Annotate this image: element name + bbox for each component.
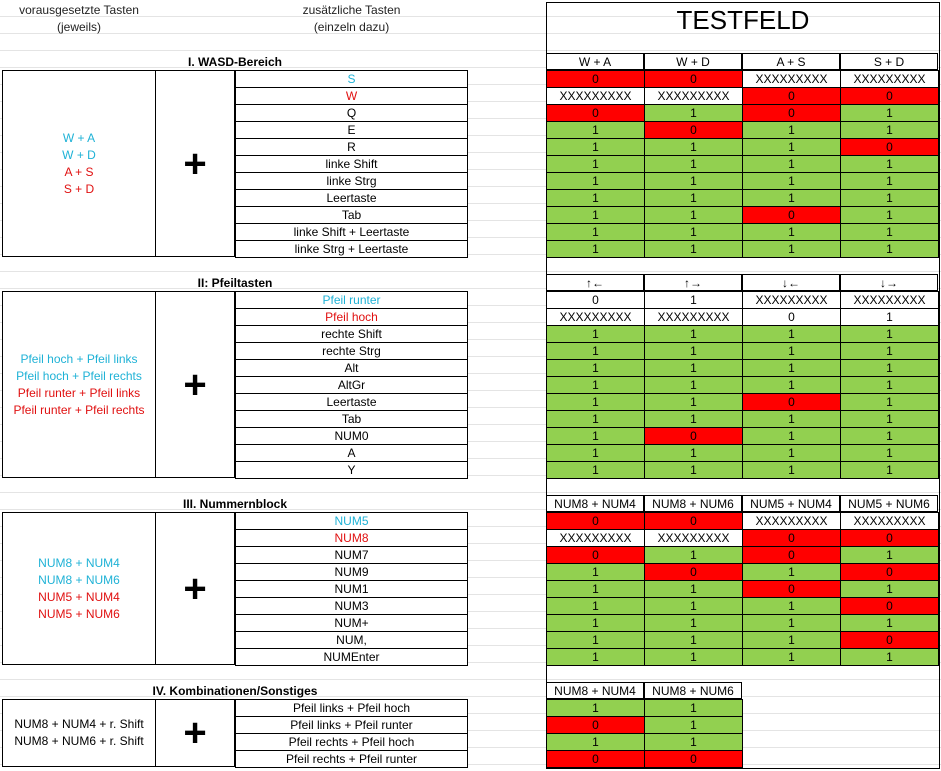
result-cell[interactable]: 1	[644, 444, 743, 462]
column-header: W + D	[644, 53, 742, 70]
column-header: ↑←	[546, 274, 644, 291]
key-label: Pfeil links + Pfeil hoch	[235, 699, 468, 717]
condition-text: A + S	[64, 164, 94, 179]
result-cell[interactable]: 0	[546, 512, 645, 530]
result-cell[interactable]: 1	[546, 614, 645, 632]
key-label: NUMEnter	[235, 648, 468, 666]
result-cell[interactable]: 0	[840, 563, 939, 581]
result-cell[interactable]: 1	[644, 597, 743, 615]
result-cell[interactable]: 1	[546, 393, 645, 411]
key-label: Pfeil rechts + Pfeil runter	[235, 750, 468, 768]
condition-text: W + D	[62, 147, 96, 162]
key-label: linke Strg	[235, 172, 468, 190]
condition-text: Pfeil runter + Pfeil rechts	[13, 402, 145, 417]
section-title: IV. Kombinationen/Sonstiges	[152, 683, 318, 698]
key-label: rechte Shift	[235, 325, 468, 343]
result-cell[interactable]: 0	[840, 87, 939, 105]
key-label: S	[235, 70, 468, 88]
result-cell[interactable]: 1	[742, 427, 841, 445]
result-cell[interactable]: 1	[840, 104, 939, 122]
result-cell[interactable]: 1	[644, 359, 743, 377]
condition-box	[2, 291, 156, 478]
result-cell[interactable]: 1	[840, 427, 939, 445]
result-cell[interactable]: 1	[840, 342, 939, 360]
result-cell[interactable]: 1	[644, 614, 743, 632]
condition-text: NUM5 + NUM4	[38, 589, 120, 604]
condition-box	[2, 70, 156, 257]
result-cell[interactable]: 1	[742, 444, 841, 462]
result-cell[interactable]: XXXXXXXXX	[840, 291, 939, 309]
result-cell[interactable]: 1	[644, 223, 743, 241]
result-cell[interactable]: XXXXXXXXX	[742, 291, 841, 309]
result-cell[interactable]: 1	[840, 393, 939, 411]
result-cell[interactable]: 1	[840, 172, 939, 190]
result-cell[interactable]: 0	[546, 104, 645, 122]
result-cell[interactable]: 1	[840, 325, 939, 343]
result-cell[interactable]: 1	[644, 410, 743, 428]
key-label: NUM+	[235, 614, 468, 632]
key-label: Pfeil runter	[235, 291, 468, 309]
result-cell[interactable]: 1	[742, 155, 841, 173]
result-cell[interactable]: 0	[546, 750, 645, 768]
column-header: ↑→	[644, 274, 742, 291]
result-cell[interactable]: 1	[840, 546, 939, 564]
result-cell[interactable]: 0	[840, 138, 939, 156]
header-left-line1: vorausgesetzte Tasten	[19, 3, 139, 17]
condition-text: NUM8 + NUM4 + r. Shift	[14, 717, 144, 731]
column-header: NUM8 + NUM4	[546, 682, 644, 699]
key-label: NUM1	[235, 580, 468, 598]
result-cell[interactable]: 1	[546, 155, 645, 173]
result-cell[interactable]: 1	[546, 444, 645, 462]
result-cell[interactable]: 1	[546, 563, 645, 581]
key-label: R	[235, 138, 468, 156]
column-header: NUM8 + NUM6	[644, 495, 742, 512]
key-label: W	[235, 87, 468, 105]
result-cell[interactable]: 1	[546, 206, 645, 224]
result-cell[interactable]: 1	[546, 342, 645, 360]
plus-sign: +	[156, 699, 235, 767]
result-cell[interactable]: 1	[644, 376, 743, 394]
result-cell[interactable]: 1	[546, 325, 645, 343]
result-cell[interactable]: 0	[644, 750, 743, 768]
result-cell[interactable]: 1	[546, 631, 645, 649]
header-left	[0, 2, 158, 36]
section-title: I. WASD-Bereich	[187, 54, 283, 69]
result-cell[interactable]: 1	[742, 121, 841, 139]
result-cell[interactable]: 1	[742, 597, 841, 615]
result-cell[interactable]: 1	[840, 461, 939, 479]
condition-box	[2, 699, 156, 767]
result-cell[interactable]: 0	[742, 104, 841, 122]
key-label: E	[235, 121, 468, 139]
key-label: Tab	[235, 410, 468, 428]
result-cell[interactable]: 0	[840, 631, 939, 649]
result-cell[interactable]: 0	[742, 393, 841, 411]
result-cell[interactable]: XXXXXXXXX	[644, 87, 743, 105]
result-cell[interactable]: 1	[546, 240, 645, 258]
key-label: Leertaste	[235, 189, 468, 207]
result-cell[interactable]: XXXXXXXXX	[546, 87, 645, 105]
condition-text: Pfeil hoch + Pfeil rechts	[16, 368, 142, 383]
result-cell[interactable]: XXXXXXXXX	[840, 70, 939, 88]
result-cell[interactable]: 1	[644, 138, 743, 156]
result-cell[interactable]: 1	[546, 461, 645, 479]
result-cell[interactable]: 1	[742, 189, 841, 207]
result-cell[interactable]: 1	[742, 223, 841, 241]
result-cell[interactable]: 1	[644, 580, 743, 598]
result-cell[interactable]: XXXXXXXXX	[546, 308, 645, 326]
key-label: Leertaste	[235, 393, 468, 411]
result-cell[interactable]: XXXXXXXXX	[644, 308, 743, 326]
result-cell[interactable]: 0	[644, 121, 743, 139]
condition-text: NUM8 + NUM6	[38, 572, 120, 587]
result-cell[interactable]: 1	[840, 121, 939, 139]
result-cell[interactable]: 1	[644, 733, 743, 751]
column-header: NUM8 + NUM6	[644, 682, 742, 699]
result-cell[interactable]: 1	[742, 325, 841, 343]
condition-text: NUM8 + NUM6 + r. Shift	[14, 734, 144, 748]
key-label: NUM,	[235, 631, 468, 649]
result-cell[interactable]: 1	[742, 461, 841, 479]
result-cell[interactable]: 1	[840, 410, 939, 428]
result-cell[interactable]: 0	[644, 70, 743, 88]
condition-text: NUM5 + NUM6	[38, 606, 120, 621]
result-cell[interactable]: 1	[840, 614, 939, 632]
result-cell[interactable]: 1	[546, 172, 645, 190]
result-cell[interactable]: 1	[742, 240, 841, 258]
result-cell[interactable]: 1	[644, 240, 743, 258]
column-header: W + A	[546, 53, 644, 70]
result-cell[interactable]: 1	[644, 206, 743, 224]
key-label: Tab	[235, 206, 468, 224]
result-cell[interactable]: 0	[546, 716, 645, 734]
condition-box	[2, 512, 156, 665]
result-cell[interactable]: 1	[644, 699, 743, 717]
key-label: Q	[235, 104, 468, 122]
result-cell[interactable]: 1	[644, 716, 743, 734]
result-cell[interactable]: XXXXXXXXX	[840, 512, 939, 530]
condition-text: Pfeil runter + Pfeil links	[17, 385, 141, 400]
condition-text: W + A	[62, 130, 96, 145]
column-header: NUM5 + NUM4	[742, 495, 840, 512]
condition-text: NUM8 + NUM4	[38, 555, 120, 570]
result-cell[interactable]: 1	[840, 240, 939, 258]
key-label: NUM5	[235, 512, 468, 530]
result-cell[interactable]: XXXXXXXXX	[546, 529, 645, 547]
condition-text: S + D	[63, 181, 95, 196]
result-cell[interactable]: 1	[546, 597, 645, 615]
result-cell[interactable]: 1	[546, 699, 645, 717]
result-cell[interactable]: 1	[644, 631, 743, 649]
result-cell[interactable]: 1	[840, 580, 939, 598]
column-header: ↓→	[840, 274, 938, 291]
result-cell[interactable]: 1	[840, 308, 939, 326]
result-cell[interactable]: XXXXXXXXX	[742, 70, 841, 88]
result-cell[interactable]: 0	[644, 512, 743, 530]
result-cell[interactable]: 0	[742, 206, 841, 224]
result-cell[interactable]: 1	[742, 614, 841, 632]
column-header: NUM5 + NUM6	[840, 495, 938, 512]
result-cell[interactable]: 1	[742, 648, 841, 666]
result-cell[interactable]: 1	[546, 376, 645, 394]
result-cell[interactable]: 0	[742, 546, 841, 564]
key-label: NUM0	[235, 427, 468, 445]
result-cell[interactable]: 0	[742, 580, 841, 598]
key-label: Y	[235, 461, 468, 479]
result-cell[interactable]: 0	[546, 70, 645, 88]
result-cell[interactable]: 1	[644, 291, 743, 309]
result-cell[interactable]: XXXXXXXXX	[742, 512, 841, 530]
result-cell[interactable]: 1	[546, 580, 645, 598]
result-cell[interactable]: XXXXXXXXX	[644, 529, 743, 547]
result-cell[interactable]: 1	[742, 376, 841, 394]
result-cell[interactable]: 1	[546, 359, 645, 377]
result-cell[interactable]: 1	[644, 104, 743, 122]
result-cell[interactable]: 1	[840, 189, 939, 207]
result-cell[interactable]: 1	[546, 121, 645, 139]
key-label: Pfeil hoch	[235, 308, 468, 326]
header-mid-line2: (einzeln dazu)	[313, 20, 390, 34]
result-cell[interactable]: 1	[644, 648, 743, 666]
result-cell[interactable]: 0	[742, 529, 841, 547]
result-cell[interactable]: 1	[742, 563, 841, 581]
result-cell[interactable]: 1	[644, 393, 743, 411]
result-cell[interactable]: 1	[840, 155, 939, 173]
result-cell[interactable]: 1	[840, 444, 939, 462]
result-cell[interactable]: 1	[546, 648, 645, 666]
result-cell[interactable]: 1	[644, 461, 743, 479]
key-label: AltGr	[235, 376, 468, 394]
result-cell[interactable]: 1	[644, 172, 743, 190]
result-cell[interactable]: 1	[840, 206, 939, 224]
result-cell[interactable]: 0	[546, 546, 645, 564]
key-label: rechte Strg	[235, 342, 468, 360]
result-cell[interactable]: 1	[742, 342, 841, 360]
result-cell[interactable]: 1	[644, 325, 743, 343]
column-header: S + D	[840, 53, 938, 70]
result-cell[interactable]: 1	[840, 376, 939, 394]
result-cell[interactable]: 1	[742, 172, 841, 190]
key-label: NUM7	[235, 546, 468, 564]
result-cell[interactable]: 1	[840, 648, 939, 666]
header-mid-line1: zusätzliche Tasten	[302, 3, 401, 17]
result-cell[interactable]: 1	[546, 138, 645, 156]
key-label: Alt	[235, 359, 468, 377]
result-cell[interactable]: 1	[742, 410, 841, 428]
result-cell[interactable]: 1	[644, 546, 743, 564]
plus-sign: +	[156, 291, 235, 478]
plus-sign: +	[156, 512, 235, 665]
key-label: Pfeil rechts + Pfeil hoch	[235, 733, 468, 751]
result-cell[interactable]: 1	[546, 733, 645, 751]
result-cell[interactable]: 1	[840, 359, 939, 377]
result-cell[interactable]: 1	[546, 223, 645, 241]
result-cell[interactable]: 1	[644, 342, 743, 360]
header-left-line2: (jeweils)	[56, 20, 101, 34]
column-header: A + S	[742, 53, 840, 70]
result-cell[interactable]: 1	[644, 155, 743, 173]
key-label: Pfeil links + Pfeil runter	[235, 716, 468, 734]
column-header: NUM8 + NUM4	[546, 495, 644, 512]
result-cell[interactable]: 1	[742, 359, 841, 377]
column-header: ↓←	[742, 274, 840, 291]
key-label: NUM3	[235, 597, 468, 615]
result-cell[interactable]: 0	[840, 529, 939, 547]
key-label: linke Shift + Leertaste	[235, 223, 468, 241]
header-mid	[235, 2, 468, 36]
result-cell[interactable]: 1	[546, 410, 645, 428]
key-label: NUM8	[235, 529, 468, 547]
result-cell[interactable]: 1	[546, 427, 645, 445]
testfeld-title: TESTFELD	[676, 5, 810, 35]
key-label: NUM9	[235, 563, 468, 581]
result-cell[interactable]: 1	[644, 189, 743, 207]
key-label: linke Shift	[235, 155, 468, 173]
result-cell[interactable]: 0	[546, 291, 645, 309]
section-title: III. Nummernblock	[182, 496, 288, 511]
condition-text: Pfeil hoch + Pfeil links	[20, 351, 138, 366]
key-label: linke Strg + Leertaste	[235, 240, 468, 258]
result-cell[interactable]: 0	[644, 563, 743, 581]
result-cell[interactable]: 0	[742, 308, 841, 326]
plus-sign: +	[156, 70, 235, 257]
result-cell[interactable]: 0	[644, 427, 743, 445]
result-cell[interactable]: 0	[840, 597, 939, 615]
result-cell[interactable]: 1	[840, 223, 939, 241]
result-cell[interactable]: 1	[742, 631, 841, 649]
key-label: A	[235, 444, 468, 462]
section-title: II: Pfeiltasten	[197, 275, 273, 290]
result-cell[interactable]: 1	[742, 138, 841, 156]
result-cell[interactable]: 0	[742, 87, 841, 105]
result-cell[interactable]: 1	[546, 189, 645, 207]
